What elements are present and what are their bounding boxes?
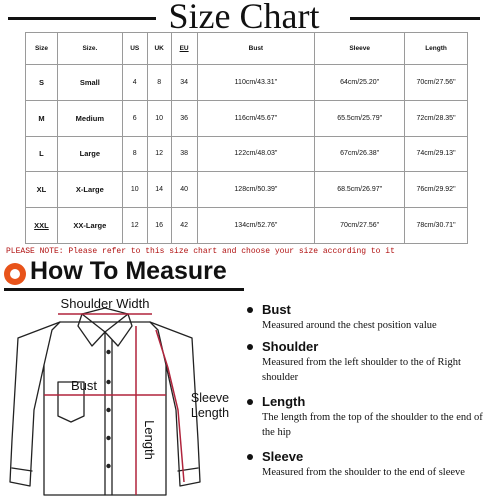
cell-sleeve: 68.5cm/26.97" <box>315 172 405 208</box>
cell-length: 78cm/30.71" <box>405 208 468 244</box>
cell-size-name: Large <box>57 136 122 172</box>
cell-size: XXL <box>26 208 58 244</box>
measure-title: Sleeve <box>262 449 304 464</box>
title-rule-right <box>350 17 480 20</box>
cell-size: L <box>26 136 58 172</box>
bullet-icon <box>247 399 253 405</box>
how-to-measure-title: How To Measure <box>30 257 227 285</box>
cell-size: M <box>26 100 58 136</box>
cell-length: 72cm/28.35" <box>405 100 468 136</box>
table-row <box>26 172 468 208</box>
cell-eu: 36 <box>171 100 197 136</box>
cell-eu: 38 <box>171 136 197 172</box>
size-note: PLEASE NOTE: Please refer to this size chart and choose your size according to it <box>6 247 395 256</box>
cell-eu: 34 <box>171 65 197 101</box>
sleeve-length-line <box>156 330 184 482</box>
header-uk: UK <box>147 33 171 65</box>
header-us: US <box>122 33 147 65</box>
sleeve-label-line1: Sleeve <box>190 391 230 405</box>
shirt-buttons <box>106 350 110 468</box>
cell-eu: 42 <box>171 208 197 244</box>
cell-sleeve: 67cm/26.38" <box>315 136 405 172</box>
cell-sleeve: 65.5cm/25.79" <box>315 100 405 136</box>
size-chart-header <box>0 0 488 34</box>
cell-uk: 10 <box>147 100 171 136</box>
table-row <box>26 136 468 172</box>
cell-eu: 40 <box>171 172 197 208</box>
measure-desc: Measured from the shoulder to the end of sleeve <box>262 467 465 478</box>
cell-bust: 134cm/52.76" <box>197 208 315 244</box>
header-size: Size <box>26 33 58 65</box>
cell-length: 70cm/27.56" <box>405 65 468 101</box>
cell-size-name: XX-Large <box>57 208 122 244</box>
cell-size-name: Small <box>57 65 122 101</box>
header-eu: EU <box>171 33 197 65</box>
header-bust: Bust <box>197 33 315 65</box>
header-length: Length <box>405 33 468 65</box>
measure-title: Shoulder <box>262 339 319 354</box>
cell-bust: 122cm/48.03" <box>197 136 315 172</box>
cell-us: 10 <box>122 172 147 208</box>
cell-bust: 116cm/45.67" <box>197 100 315 136</box>
cell-size-name: Medium <box>57 100 122 136</box>
cell-us: 8 <box>122 136 147 172</box>
cell-size-name: X-Large <box>57 172 122 208</box>
cell-sleeve: 64cm/25.20" <box>315 65 405 101</box>
cell-us: 12 <box>122 208 147 244</box>
sleeve-label-line2: Length <box>190 406 230 420</box>
size-chart-title: Size Chart <box>168 0 320 36</box>
bullet-icon <box>247 454 253 460</box>
cell-size: S <box>26 65 58 101</box>
measure-title: Length <box>262 394 306 409</box>
measure-desc: Measured around the chest position value <box>262 320 437 331</box>
cell-length: 76cm/29.92" <box>405 172 468 208</box>
shoulder-width-label: Shoulder Width <box>60 296 150 311</box>
table-row <box>26 65 468 101</box>
cell-uk: 8 <box>147 65 171 101</box>
shirt-diagram <box>0 290 240 500</box>
size-table <box>25 32 468 244</box>
cell-uk: 16 <box>147 208 171 244</box>
cell-size: XL <box>26 172 58 208</box>
bullet-icon <box>247 344 253 350</box>
table-row <box>26 208 468 244</box>
header-sleeve: Sleeve <box>315 33 405 65</box>
header-size-name: Size. <box>57 33 122 65</box>
measure-title: Bust <box>262 302 291 317</box>
target-icon <box>4 263 26 285</box>
cell-bust: 110cm/43.31" <box>197 65 315 101</box>
measure-desc: Measured from the left shoulder to the of Right shoulder <box>262 357 461 383</box>
cell-uk: 14 <box>147 172 171 208</box>
table-row <box>26 100 468 136</box>
cell-us: 4 <box>122 65 147 101</box>
cell-bust: 128cm/50.39" <box>197 172 315 208</box>
cell-length: 74cm/29.13" <box>405 136 468 172</box>
bust-label: Bust <box>70 378 98 393</box>
cell-uk: 12 <box>147 136 171 172</box>
table-header-row <box>26 33 468 65</box>
cell-sleeve: 70cm/27.56" <box>315 208 405 244</box>
length-label: Length <box>142 420 157 460</box>
bullet-icon <box>247 307 253 313</box>
measure-desc: The length from the top of the shoulder to the end of the hip <box>262 412 483 438</box>
shirt-outline <box>10 308 200 495</box>
cell-us: 6 <box>122 100 147 136</box>
